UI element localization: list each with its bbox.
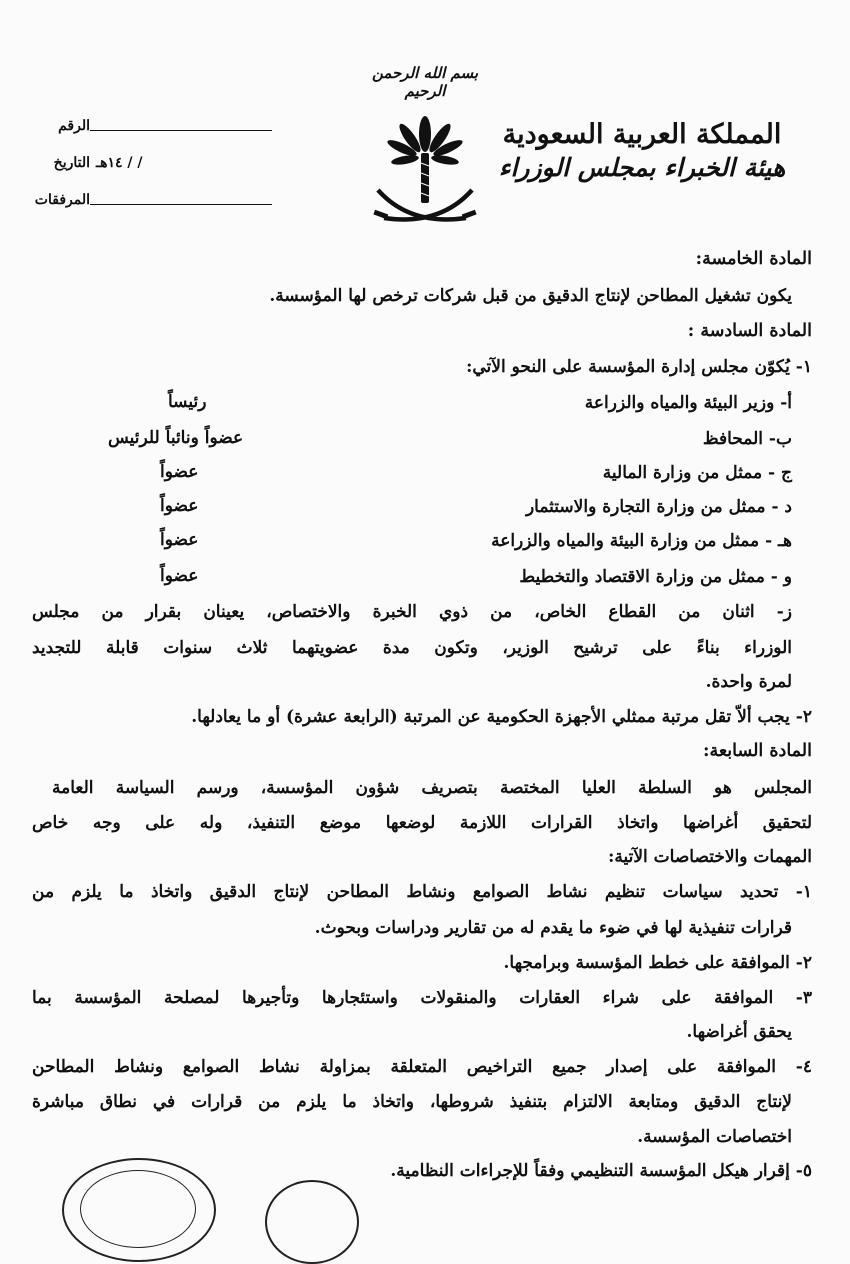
article7-item-line: ٤- الموافقة على إصدار جميع التراخيص المتعلقة بمزاولة نشاط الصوامع ونشاط المطاحن bbox=[32, 1057, 812, 1077]
kingdom-name: المملكة العربية السعودية bbox=[502, 119, 782, 150]
article7-heading: المادة السابعة: bbox=[703, 741, 812, 761]
ref-number-row bbox=[28, 118, 278, 155]
letterhead-title-block bbox=[492, 118, 792, 184]
article7-item-line: لإنتاج الدقيق ومتابعة الالتزام بتنفيذ شروطها، واتخاذ ما يلزم من قرارات في نطاق مباشرة bbox=[32, 1092, 792, 1112]
article7-item-line: ١- تحديد سياسات تنظيم نشاط الصوامع ونشاط المطاحن لإنتاج الدقيق واتخاذ ما يلزم من bbox=[32, 882, 812, 902]
board-member-text: و - ممثل من وزارة الاقتصاد والتخطيط bbox=[519, 567, 792, 587]
board-member-role: رئيساً bbox=[168, 392, 207, 412]
board-member-role: عضواً bbox=[160, 530, 199, 550]
board-member-text: أ- وزير البيئة والمياه والزراعة bbox=[584, 393, 792, 413]
article6-heading: المادة السادسة : bbox=[687, 321, 812, 341]
board-member-role: عضواً bbox=[160, 566, 199, 586]
basmala: بسم الله الرحمن الرحيم bbox=[371, 64, 479, 100]
date-row bbox=[28, 155, 278, 192]
board-member-text: ج - ممثل من وزارة المالية bbox=[602, 463, 792, 483]
council-name: هيئة الخبراء بمجلس الوزراء bbox=[498, 152, 786, 182]
ref-number-label: الرقم bbox=[58, 118, 90, 134]
board-member-text: هـ - ممثل من وزارة البيئة والمياه والزراعة bbox=[491, 531, 792, 551]
private-sector-line: لمرة واحدة. bbox=[705, 672, 792, 692]
reference-fields bbox=[28, 118, 278, 229]
article7-intro-line: المهمات والاختصاصات الآتية: bbox=[608, 847, 812, 867]
official-stamp bbox=[265, 1180, 359, 1264]
board-member-text: د - ممثل من وزارة التجارة والاستثمار bbox=[525, 497, 792, 517]
ref-number-line bbox=[90, 130, 272, 131]
article7-item-line: ٥- إقرار هيكل المؤسسة التنظيمي وفقاً للإجراءات النظامية. bbox=[390, 1161, 812, 1181]
private-sector-line: ز- اثنان من القطاع الخاص، من ذوي الخبرة والاختصاص، يعينان بقرار من مجلس bbox=[32, 602, 792, 622]
attachments-label: المرفقات bbox=[34, 192, 90, 208]
board-member-role: عضواً bbox=[160, 462, 199, 482]
article5-text: يكون تشغيل المطاحن لإنتاج الدقيق من قبل شركات ترخص لها المؤسسة. bbox=[269, 286, 792, 306]
private-sector-line: الوزراء بناءً على ترشيح الوزير، وتكون مدة عضويتهما ثلاث سنوات قابلة للتجديد bbox=[32, 638, 792, 658]
article5-heading: المادة الخامسة: bbox=[695, 249, 812, 269]
date-value: / / ١٤هـ bbox=[96, 155, 143, 171]
official-stamp-inner bbox=[80, 1170, 196, 1248]
article7-item-line: ٢- الموافقة على خطط المؤسسة وبرامجها. bbox=[503, 953, 812, 973]
board-member-role: عضواً ونائباً للرئيس bbox=[108, 428, 244, 448]
attachments-row bbox=[28, 192, 278, 229]
article7-intro-line: لتحقيق أغراضها واتخاذ القرارات اللازمة لوضعها موضع التنفيذ، وله على وجه خاص bbox=[32, 813, 812, 833]
article6-intro: ١- يُكوّن مجلس إدارة المؤسسة على النحو الآتي: bbox=[466, 357, 812, 377]
article6-rank-rule: ٢- يجب ألاّ تقل مرتبة ممثلي الأجهزة الحكومية عن المرتبة (الرابعة عشرة) أو ما يعادلها. bbox=[191, 707, 812, 727]
board-member-text: ب- المحافظ bbox=[702, 429, 792, 449]
attachments-line bbox=[90, 204, 272, 205]
board-member-role: عضواً bbox=[160, 496, 199, 516]
date-label: التاريخ bbox=[53, 155, 90, 171]
article7-item-line: اختصاصات المؤسسة. bbox=[637, 1127, 792, 1147]
palm-swords-emblem-icon bbox=[370, 108, 480, 233]
article7-item-line: قرارات تنفيذية لها في ضوء ما يقدم له من تقارير ودراسات وبحوث. bbox=[314, 918, 792, 938]
article7-item-line: ٣- الموافقة على شراء العقارات والمنقولات واستئجارها وتأجيرها لمصلحة المؤسسة بما bbox=[32, 988, 812, 1008]
article7-item-line: يحقق أغراضها. bbox=[686, 1022, 792, 1042]
article7-intro-line: المجلس هو السلطة العليا المختصة بتصريف شؤون المؤسسة، ورسم السياسة العامة bbox=[52, 778, 812, 798]
